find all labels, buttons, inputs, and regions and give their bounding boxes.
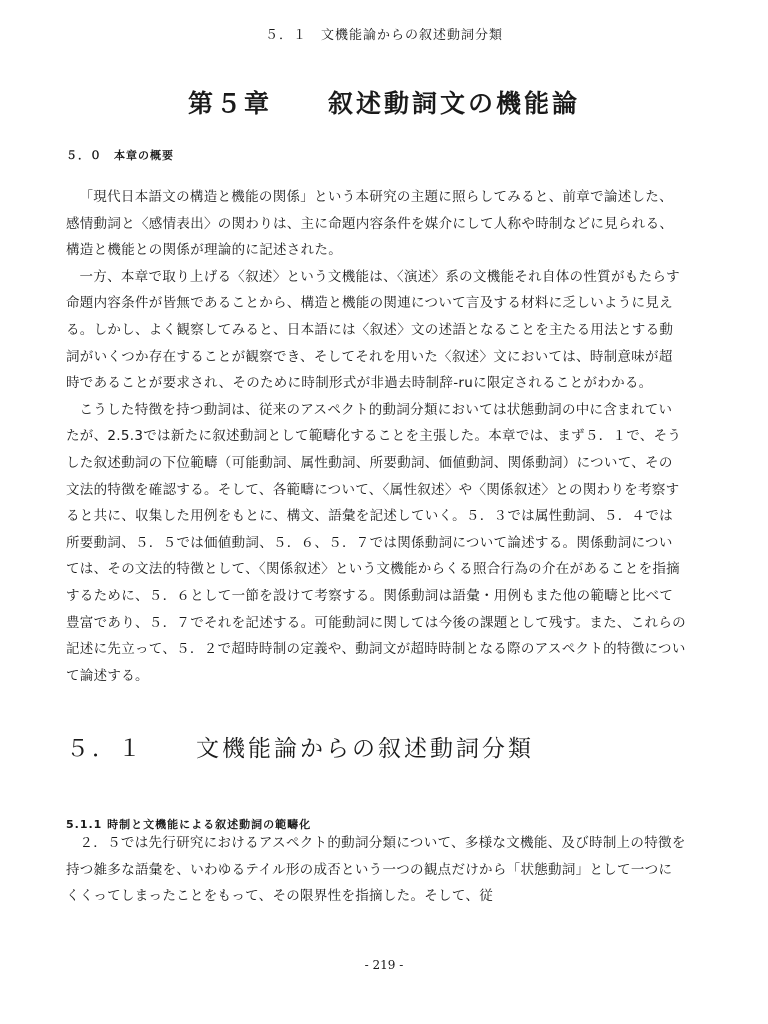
section-title-5-1: ５．１ 文機能論からの叙述動詞分類: [66, 736, 534, 762]
paragraph: 一方、本章で取り上げる〈叙述〉という文機能は、〈演述〉系の文機能それ自体の性質がもたらす命題内容条件が皆無であることから、構造と機能の関連について言及する材料に乏しいように見える。しかし、よく観察してみると、日本語には〈叙述〉文の述語となることを主たる用法とする動詞がいくつか存在することが観察でき、そしてそれを用いた〈叙述〉文においては、時制意味が超時であることが要求され、そのために時制形式が非過去時制辞-ruに限定されることがわかる。: [66, 268, 680, 392]
subsection-heading-5-1-1: 5.1.1 時制と文機能による叙述動詞の範疇化: [66, 818, 312, 831]
section-5-1-body: [66, 830, 686, 910]
running-header: ５．１ 文機能論からの叙述動詞分類: [264, 28, 503, 43]
page-number: - 219 -: [364, 958, 404, 972]
paragraph: こうした特徴を持つ動詞は、従来のアスペクト的動詞分類においては状態動詞の中に含まれていたが、2.5.3では新たに叙述動詞として範疇化することを主張した。本章では、まず５．１で、そうした叙述動詞の下位範疇（可能動詞、属性動詞、所要動詞、価値動詞、関係動詞）について、その文法的特徴を確認する。そして、各範疇について、〈属性叙述〉や〈関係叙述〉との関わりを考察すると共に、収集した用例をもとに、構文、語彙を記述していく。５．３では属性動詞、５．４では所要動詞、５．５では価値動詞、５．６、５．７では関係動詞について論述する。関係動詞については、その文法的特徴として、〈関係叙述〉という文機能からくる照合行為の介在があることを指摘するために、５．６として一節を設けて考察する。関係動詞は語彙・用例もまた他の範疇と比べて豊富であり、５．７でそれを記述する。可能動詞に関しては今後の課題として残す。また、これらの記述に先立って、５．２で超時時制の定義や、動詞文が超時時制となる際のアスペクト的特徴について論述する。: [66, 401, 686, 684]
chapter-title: 第５章 叙述動詞文の機能論: [187, 89, 580, 118]
section-5-0-body: [66, 184, 686, 689]
paragraph: 「現代日本語文の構造と機能の関係」という本研究の主題に照らしてみると、前章で論述した、感情動詞と〈感情表出〉の関わりは、主に命題内容条件を媒介にして人称や時制などに見られる、構造と機能との関係が理論的に記述された。: [66, 189, 674, 259]
section-heading-5-0: ５．０ 本章の概要: [66, 149, 174, 162]
paragraph: ２．５では先行研究におけるアスペクト的動詞分類について、多様な文機能、及び時制上の特徴を持つ雑多な語彙を、いわゆるテイル形の成否という一つの観点だけから「状態動詞」として一つにくくってしまったことをもって、その限界性を指摘した。そして、従: [66, 835, 686, 905]
